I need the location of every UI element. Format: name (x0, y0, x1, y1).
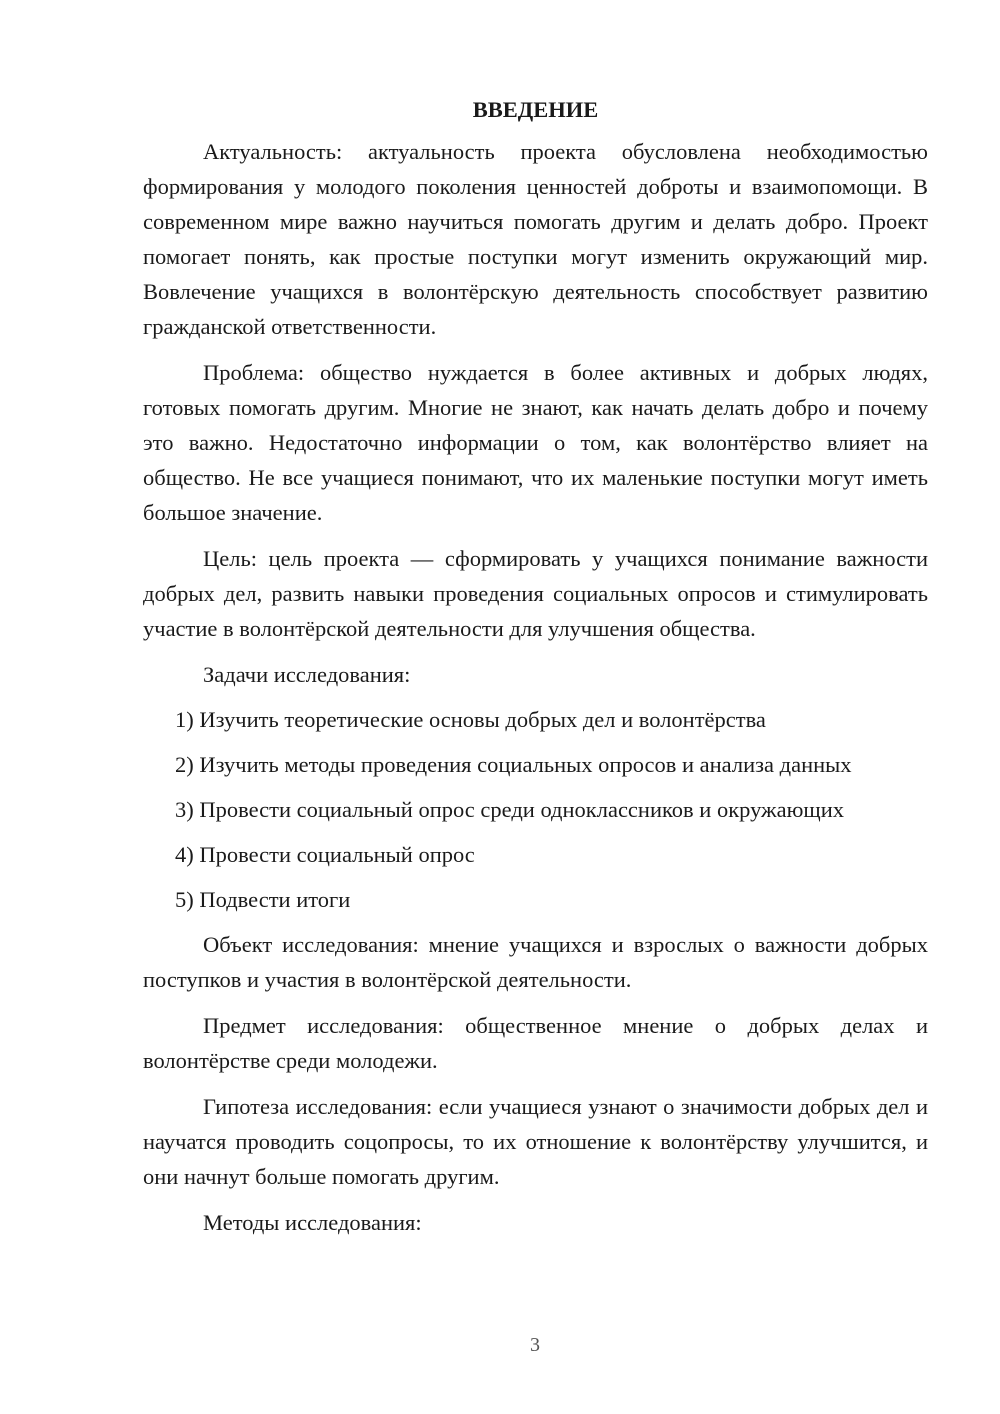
task-item: 2) Изучить методы проведения социальных опросов и анализа данных (175, 752, 852, 777)
tasks-title: Задачи исследования: (203, 662, 411, 687)
task-item: 3) Провести социальный опрос среди одноклассников и окружающих (175, 797, 845, 822)
task-item: 4) Провести социальный опрос (175, 842, 475, 867)
tasks-list (143, 702, 928, 917)
task-item: 5) Подвести итоги (175, 887, 351, 912)
problem-paragraph: Проблема: общество нуждается в более активных и добрых людях, готовых помогать другим. Многие не знают, как начать делать добро и почему это важно. Недостаточно информации о том, как волонтёрство влияет на общество. Не все учащиеся понимают, что их маленькие поступки могут иметь большое значение. (143, 360, 928, 525)
task-item: 1) Изучить теоретические основы добрых дел и волонтёрства (175, 707, 766, 732)
relevance-paragraph: Актуальность: актуальность проекта обусловлена необходимостью формирования у молодого поколения ценностей доброты и взаимопомощи. В современном мире важно научиться помогать другим и делать добро. Проект помогает понять, как простые поступки могут изменить окружающий мир. Вовлечение учащихся в волонтёрскую деятельность способствует развитию гражданской ответственности. (143, 139, 928, 339)
hypothesis-paragraph: Гипотеза исследования: если учащиеся узнают о значимости добрых дел и научатся проводить соцопросы, то их отношение к волонтёрству улучшится, и они начнут больше помогать другим. (143, 1094, 928, 1189)
section-heading: ВВЕДЕНИЕ (472, 97, 599, 122)
object-paragraph: Объект исследования: мнение учащихся и взрослых о важности добрых поступков и участия в волонтёрской деятельности. (143, 932, 928, 992)
goal-paragraph: Цель: цель проекта — сформировать у учащихся понимание важности добрых дел, развить навыки проведения социальных опросов и стимулировать участие в волонтёрской деятельности для улучшения общества. (143, 546, 928, 641)
page-number: 3 (530, 1334, 540, 1356)
subject-paragraph: Предмет исследования: общественное мнение о добрых делах и волонтёрстве среди молодежи. (143, 1013, 928, 1073)
page-content (143, 92, 928, 1250)
methods-title: Методы исследования: (203, 1210, 422, 1235)
